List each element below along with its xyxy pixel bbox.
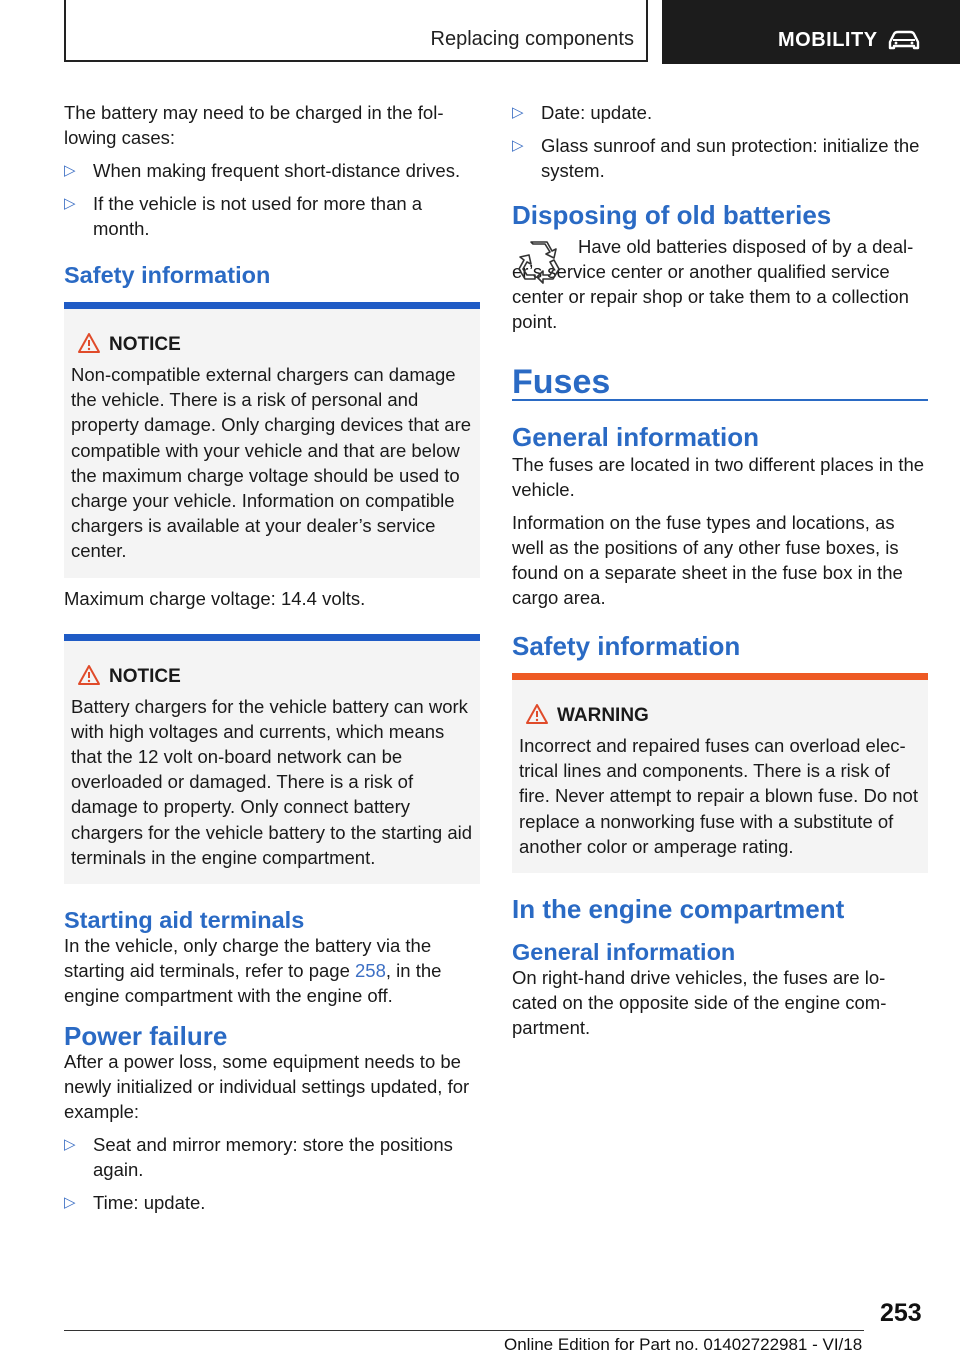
warning-triangle-icon xyxy=(77,332,101,354)
page-number: 253 xyxy=(880,1299,922,1327)
header-chapter-box xyxy=(662,0,960,64)
bullet-triangle-icon: ▷ xyxy=(64,1136,76,1154)
page-link[interactable]: 258 xyxy=(355,960,386,982)
header-section-title: Replacing components xyxy=(430,28,634,50)
warning-triangle-icon xyxy=(77,664,101,686)
notice-body: Non-compatible external chargers can damage the vehicle. There is a risk of personal and property damage. Only charging devices that are compatible with your vehicle and that are below the maximum charge voltage should be used to charge your vehicle. Information on compatible chargers is available at your dealer’s service center. xyxy=(71,364,472,562)
disposing-text: Have old batteries disposed of by a deal‐er’s service center or another qualified service center or repair shop or take them to a collection point. xyxy=(512,236,914,332)
list-item: ▷ Time: update. xyxy=(64,1192,206,1214)
fuses-heading: Fuses xyxy=(512,363,611,401)
warning-title: WARNING xyxy=(519,703,921,727)
recycle-icon xyxy=(516,238,562,284)
notice-box-high-voltage xyxy=(64,634,480,884)
safety-heading: Safety information xyxy=(64,262,271,288)
car-icon xyxy=(886,28,922,52)
notice-title: NOTICE xyxy=(71,664,473,688)
notice-title: NOTICE xyxy=(71,332,473,356)
warning-box-fuses xyxy=(512,673,928,873)
header-chapter-title: MOBILITY xyxy=(778,29,878,51)
list-item: ▷ When making frequent short‐distance drives. xyxy=(64,160,461,181)
list-item: ▷ Date: update. xyxy=(512,102,653,123)
general-information-heading: General information xyxy=(512,422,760,452)
general-text-2: Information on the fuse types and locations, as well as the positions of any other fuse boxes, is found on a separate sheet in the fuse box in the cargo area. xyxy=(512,512,903,608)
bullet-triangle-icon: ▷ xyxy=(512,137,524,154)
bullet-triangle-icon: ▷ xyxy=(512,104,524,121)
list-item: ▷ If the vehicle is not used for more than a month. xyxy=(64,193,423,239)
footer-edition xyxy=(504,1335,862,1355)
safety-heading-fuses: Safety information xyxy=(512,631,741,661)
footer-edition-text: Online Edition for Part no. 01402722981 - VI/18 xyxy=(504,1335,863,1354)
engine-compartment-heading: In the engine compartment xyxy=(512,894,845,925)
warning-triangle-icon xyxy=(525,703,549,725)
bullet-triangle-icon: ▷ xyxy=(64,1194,76,1212)
list-item: ▷ Seat and mirror memory: store the positions again. xyxy=(64,1134,453,1181)
bullet-triangle-icon: ▷ xyxy=(64,195,76,212)
power-failure-text: After a power loss, some equipment needs to be newly initialized or individual settings updated, for example: xyxy=(64,1051,470,1123)
footer-rule xyxy=(64,1330,864,1331)
power-failure-heading: Power failure xyxy=(64,1021,228,1052)
engine-compartment-text: On right-hand drive vehicles, the fuses are lo‐cated on the opposite side of the engine com‐partment. xyxy=(512,967,887,1039)
header-section-box xyxy=(64,0,648,62)
bullet-triangle-icon: ▷ xyxy=(64,162,76,179)
fuses-heading-block xyxy=(512,363,928,401)
left-column xyxy=(64,100,480,1223)
list-item: ▷ Glass sunroof and sun protection: initialize the system. xyxy=(512,135,920,181)
max-voltage-text: Maximum charge voltage: 14.4 volts. xyxy=(64,587,366,609)
notice-body: Battery chargers for the vehicle battery can work with high voltages and currents, which means that the 12 volt on-board network can be overloaded or damaged. There is a risk of damage to property. Only connect battery chargers for the vehicle battery to the starting aid terminals in the engine compartment. xyxy=(71,695,473,868)
disposing-heading: Disposing of old batteries xyxy=(512,200,832,230)
intro-text: The battery may need to be charged in the fol‐lowing cases: xyxy=(64,102,444,148)
engine-general-heading: General information xyxy=(512,939,736,966)
starting-aid-heading: Starting aid terminals xyxy=(64,907,305,934)
disposing-block xyxy=(512,234,928,334)
general-text-1: The fuses are located in two different places in the vehicle. xyxy=(512,454,925,500)
warning-body: Incorrect and repaired fuses can overload elec‐trical lines and components. There is a risk of fire. Never attempt to repair a blown fuse. Do not replace a nonworking fuse with a substitute of another color or amperage rating. xyxy=(519,735,918,857)
starting-aid-text: In the vehicle, only charge the battery via the starting aid terminals, refer to page 258, in the engine compartment with the engine off. xyxy=(64,935,442,1007)
right-column xyxy=(512,100,928,1048)
notice-box-chargers xyxy=(64,302,480,578)
